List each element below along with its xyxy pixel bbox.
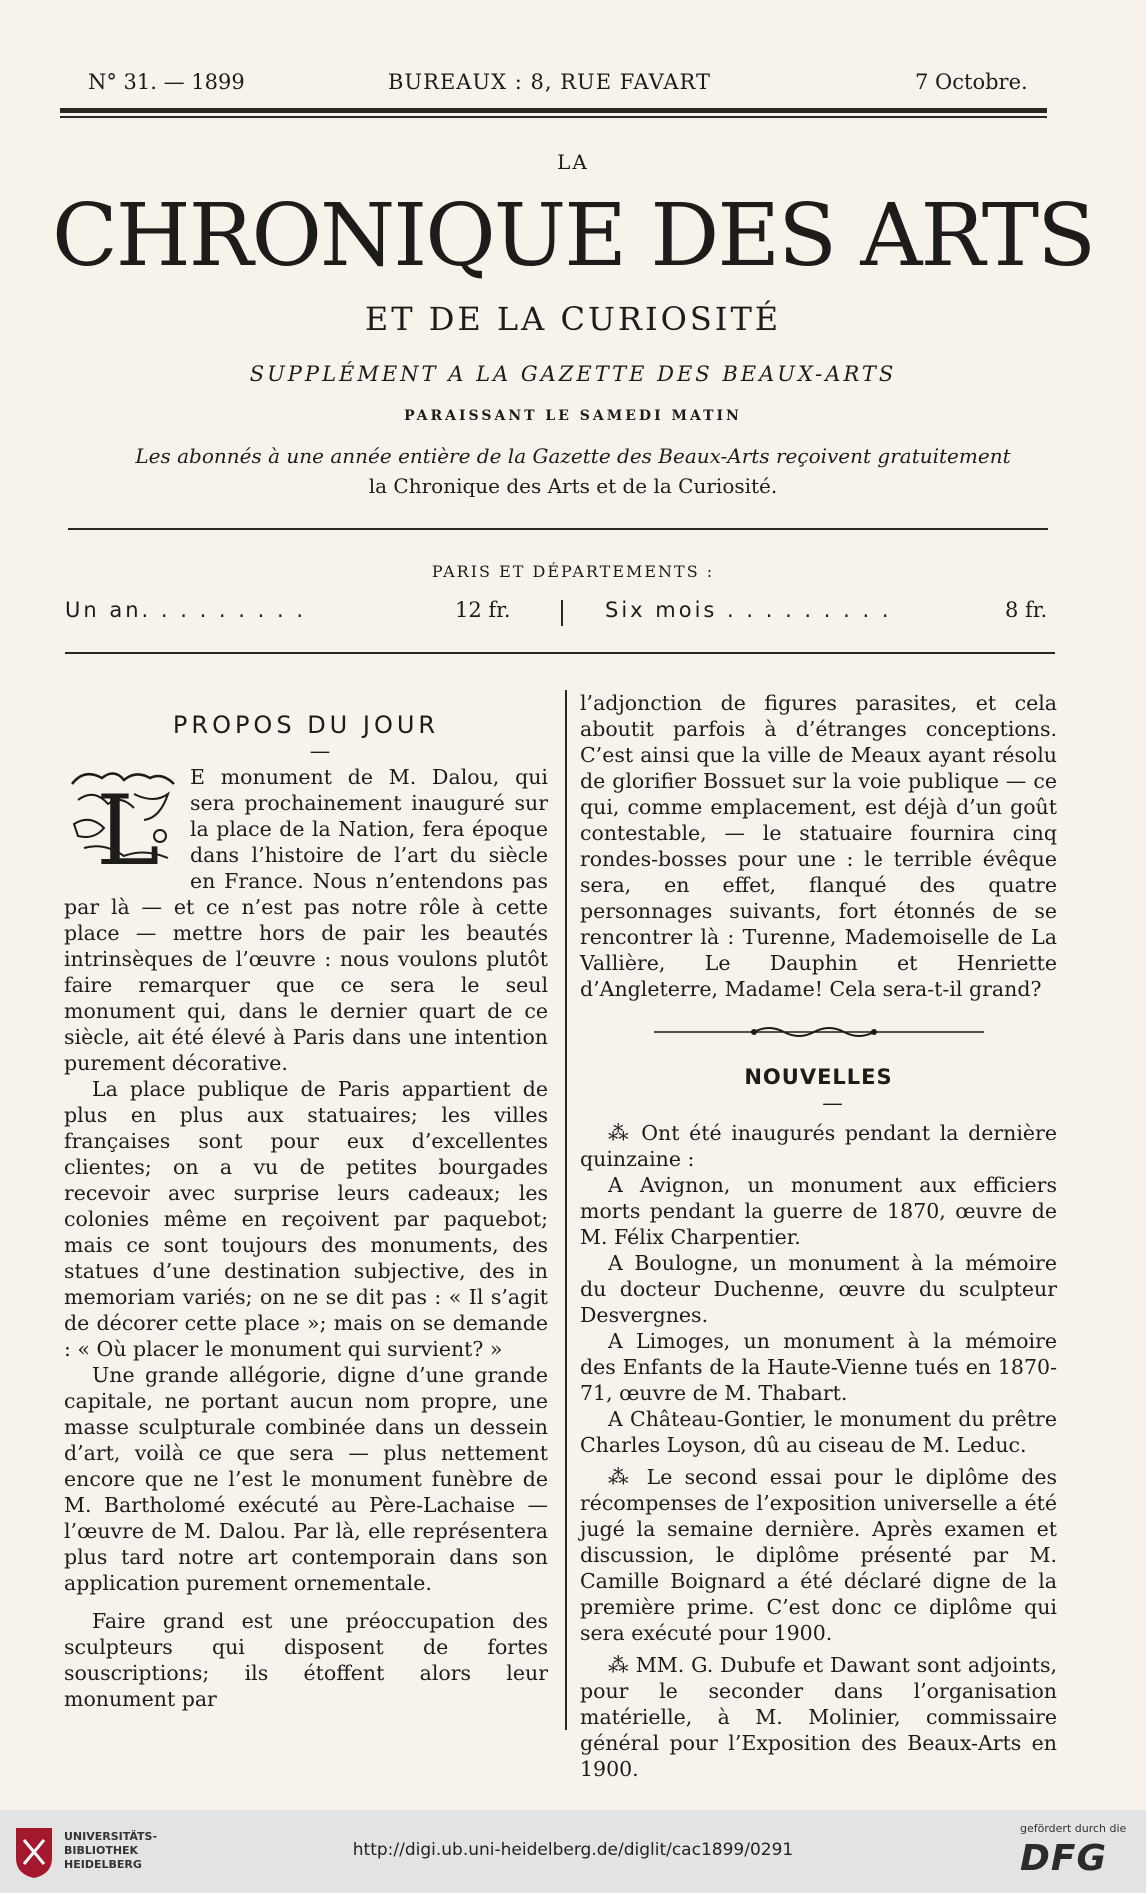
funding-note: gefördert durch die: [1020, 1822, 1127, 1835]
issue-date: 7 Octobre.: [915, 70, 1028, 94]
digitization-footer: [0, 1810, 1146, 1893]
masthead-article: LA: [557, 150, 589, 174]
propos-p1-text: E monument de M. Dalou, qui sera prochainement inauguré sur la place de la Nation, fera époque dans l’histoire de l’art du siècle en France. Nous n’entendons pas par là — et ce n’est pas notre rôle à cette place — mettre hors de pair les beautés intrinsèques de l’œuvre : nous voulons plutôt faire remarquer que ce sera le seul monument qui, dans le dernier quart de ce siècle, ait été élevé à Paris dans une intention purement décorative.: [64, 765, 548, 1075]
masthead-notice-line2: la Chronique des Arts et de la Curiosité.: [368, 474, 778, 498]
nouvelles-item-1a: A Avignon, un monument aux efficiers morts pendant la guerre de 1870, œuvre de M. Félix Charpentier.: [580, 1173, 1057, 1249]
subscription-divider: [561, 600, 563, 626]
permalink-url[interactable]: http://digi.ub.uni-heidelberg.de/diglit/cac1899/0291: [352, 1840, 794, 1860]
nouvelles-item-1c: A Limoges, un monument à la mémoire des Enfants de la Haute-Vienne tués en 1870-71, œuvre de M. Thabart.: [580, 1329, 1057, 1405]
header-rule-thick: [60, 108, 1047, 113]
masthead-rule: [68, 528, 1048, 530]
asterism-icon: ⁂: [608, 1653, 629, 1677]
dfg-logo: DFG: [1020, 1838, 1108, 1879]
propos-paragraph-3: Une grande allégorie, digne d’une grande capitale, ne portant aucun nom propre, une masse sculpturale combinée dans un dessein d’art, voilà ce que sera — plus nettement encore que ne l’est le monument funèbre de M. Bartholomé exécuté au Père-Lachaise — l’œuvre de M. Dalou. Par là, elle représentera plus tard notre art contemporain dans son application purement ornementale.: [64, 1363, 548, 1595]
propos-dash: —: [309, 739, 331, 763]
propos-paragraph-5: l’adjonction de figures parasites, et cela aboutit parfois à d’étranges conceptions. C’est ainsi que la ville de Meaux ayant résolu de glorifier Bossuet sur la voie publique — ce qui, comme emplacement, est déjà d’un goût contestable, — le statuaire fournira cinq rondes-bosses pour une : le terrible évêque sera, en effet, flanqué des quatre personnages suivants, fort étonnés de se rencontrer là : Turenne, Mademoiselle de La Vallière, Le Dauphin et Henriette d’Angleterre, Madame! Cela sera-t-il grand?: [580, 691, 1057, 1001]
propos-paragraph-2: La place publique de Paris appartient de plus en plus aux statuaires; les villes françaises sont pour eux d’excellentes clientes; on a vu de petites bourgades recevoir avec surprise leurs cadeaux; les colonies même en reçoivent par paquebot; mais ce sont toujours des monuments, des statues d’une destination subjective, des in memoriam variés; on ne se dit pas : « Il s’agit de décorer cette place »; mais on se demande : « Où placer le monument qui survient? »: [64, 1077, 548, 1361]
right-column: [580, 690, 1057, 1782]
propos-paragraph-1: [64, 764, 548, 1076]
masthead-schedule: PARAISSANT LE SAMEDI MATIN: [404, 408, 742, 424]
nouvelles-dash: —: [822, 1091, 843, 1115]
masthead-notice-line1: Les abonnés à une année entière de la Gazette des Beaux-Arts reçoivent gratuitement: [135, 444, 1011, 468]
nouvelles-item-1b: A Boulogne, un monument à la mémoire du docteur Duchenne, œuvre du sculpteur Desvergnes.: [580, 1251, 1057, 1327]
drop-cap: [64, 764, 182, 872]
nouvelles-heading: NOUVELLES: [744, 1065, 893, 1089]
masthead-supplement: SUPPLÉMENT A LA GAZETTE DES BEAUX-ARTS: [249, 362, 897, 386]
propos-heading: PROPOS DU JOUR: [172, 711, 440, 739]
asterism-icon: ⁂: [608, 1121, 632, 1145]
subscription-year-label: Un an. . . . . . . . .: [65, 598, 307, 622]
subscription-rule: [65, 652, 1055, 654]
left-column: [64, 712, 548, 1712]
subscription-half-price: 8 fr.: [1005, 598, 1048, 622]
nouvelles-item-3: ⁂ MM. G. Dubufe et Dawant sont adjoints, pour le seconder dans l’organisation matérielle, à M. Molinier, commissaire général pour l’Exposition des Beaux-Arts en 1900.: [580, 1653, 1058, 1781]
header-rule-thin: [60, 116, 1047, 118]
issue-number: N° 31. — 1899: [88, 70, 245, 94]
nouvelles-item-1: ⁂ Ont été inaugurés pendant la dernière quinzaine :: [580, 1121, 1057, 1171]
drop-cap-letter: L: [96, 775, 160, 872]
masthead-title: CHRONIQUE DES ARTS: [52, 186, 1094, 286]
subscription-year-price: 12 fr.: [455, 598, 511, 622]
nouvelles-item-2: ⁂ Le second essai pour le diplôme des récompenses de l’exposition universelle a été jugé la semaine dernière. Après examen et discussion, le diplôme présenté par M. Camille Boignard a été déclaré digne de la première prime. C’est donc ce diplôme qui sera exécuté pour 1900.: [580, 1465, 1058, 1645]
ornamental-initial-icon: [64, 764, 182, 872]
subscription-half-label: Six mois . . . . . . . . .: [605, 598, 892, 622]
office-address: BUREAUX : 8, RUE FAVART: [388, 70, 711, 94]
section-flourish: [580, 1020, 1057, 1046]
asterism-icon: ⁂: [608, 1465, 635, 1489]
subscription-heading: PARIS ET DÉPARTEMENTS :: [431, 562, 715, 581]
flourish-ornament-icon: [654, 1024, 984, 1040]
propos-paragraph-4: Faire grand est une préoccupation des sculpteurs qui disposent de fortes souscriptions; ils étoffent alors leur monument par: [64, 1609, 548, 1711]
library-name: UNIVERSITÄTS- BIBLIOTHEK HEIDELBERG: [64, 1830, 158, 1871]
nouvelles-item-1d: A Château-Gontier, le monument du prêtre Charles Loyson, dû au ciseau de M. Leduc.: [580, 1407, 1057, 1457]
masthead-subtitle: ET DE LA CURIOSITÉ: [364, 300, 782, 338]
column-divider: [565, 690, 567, 1730]
